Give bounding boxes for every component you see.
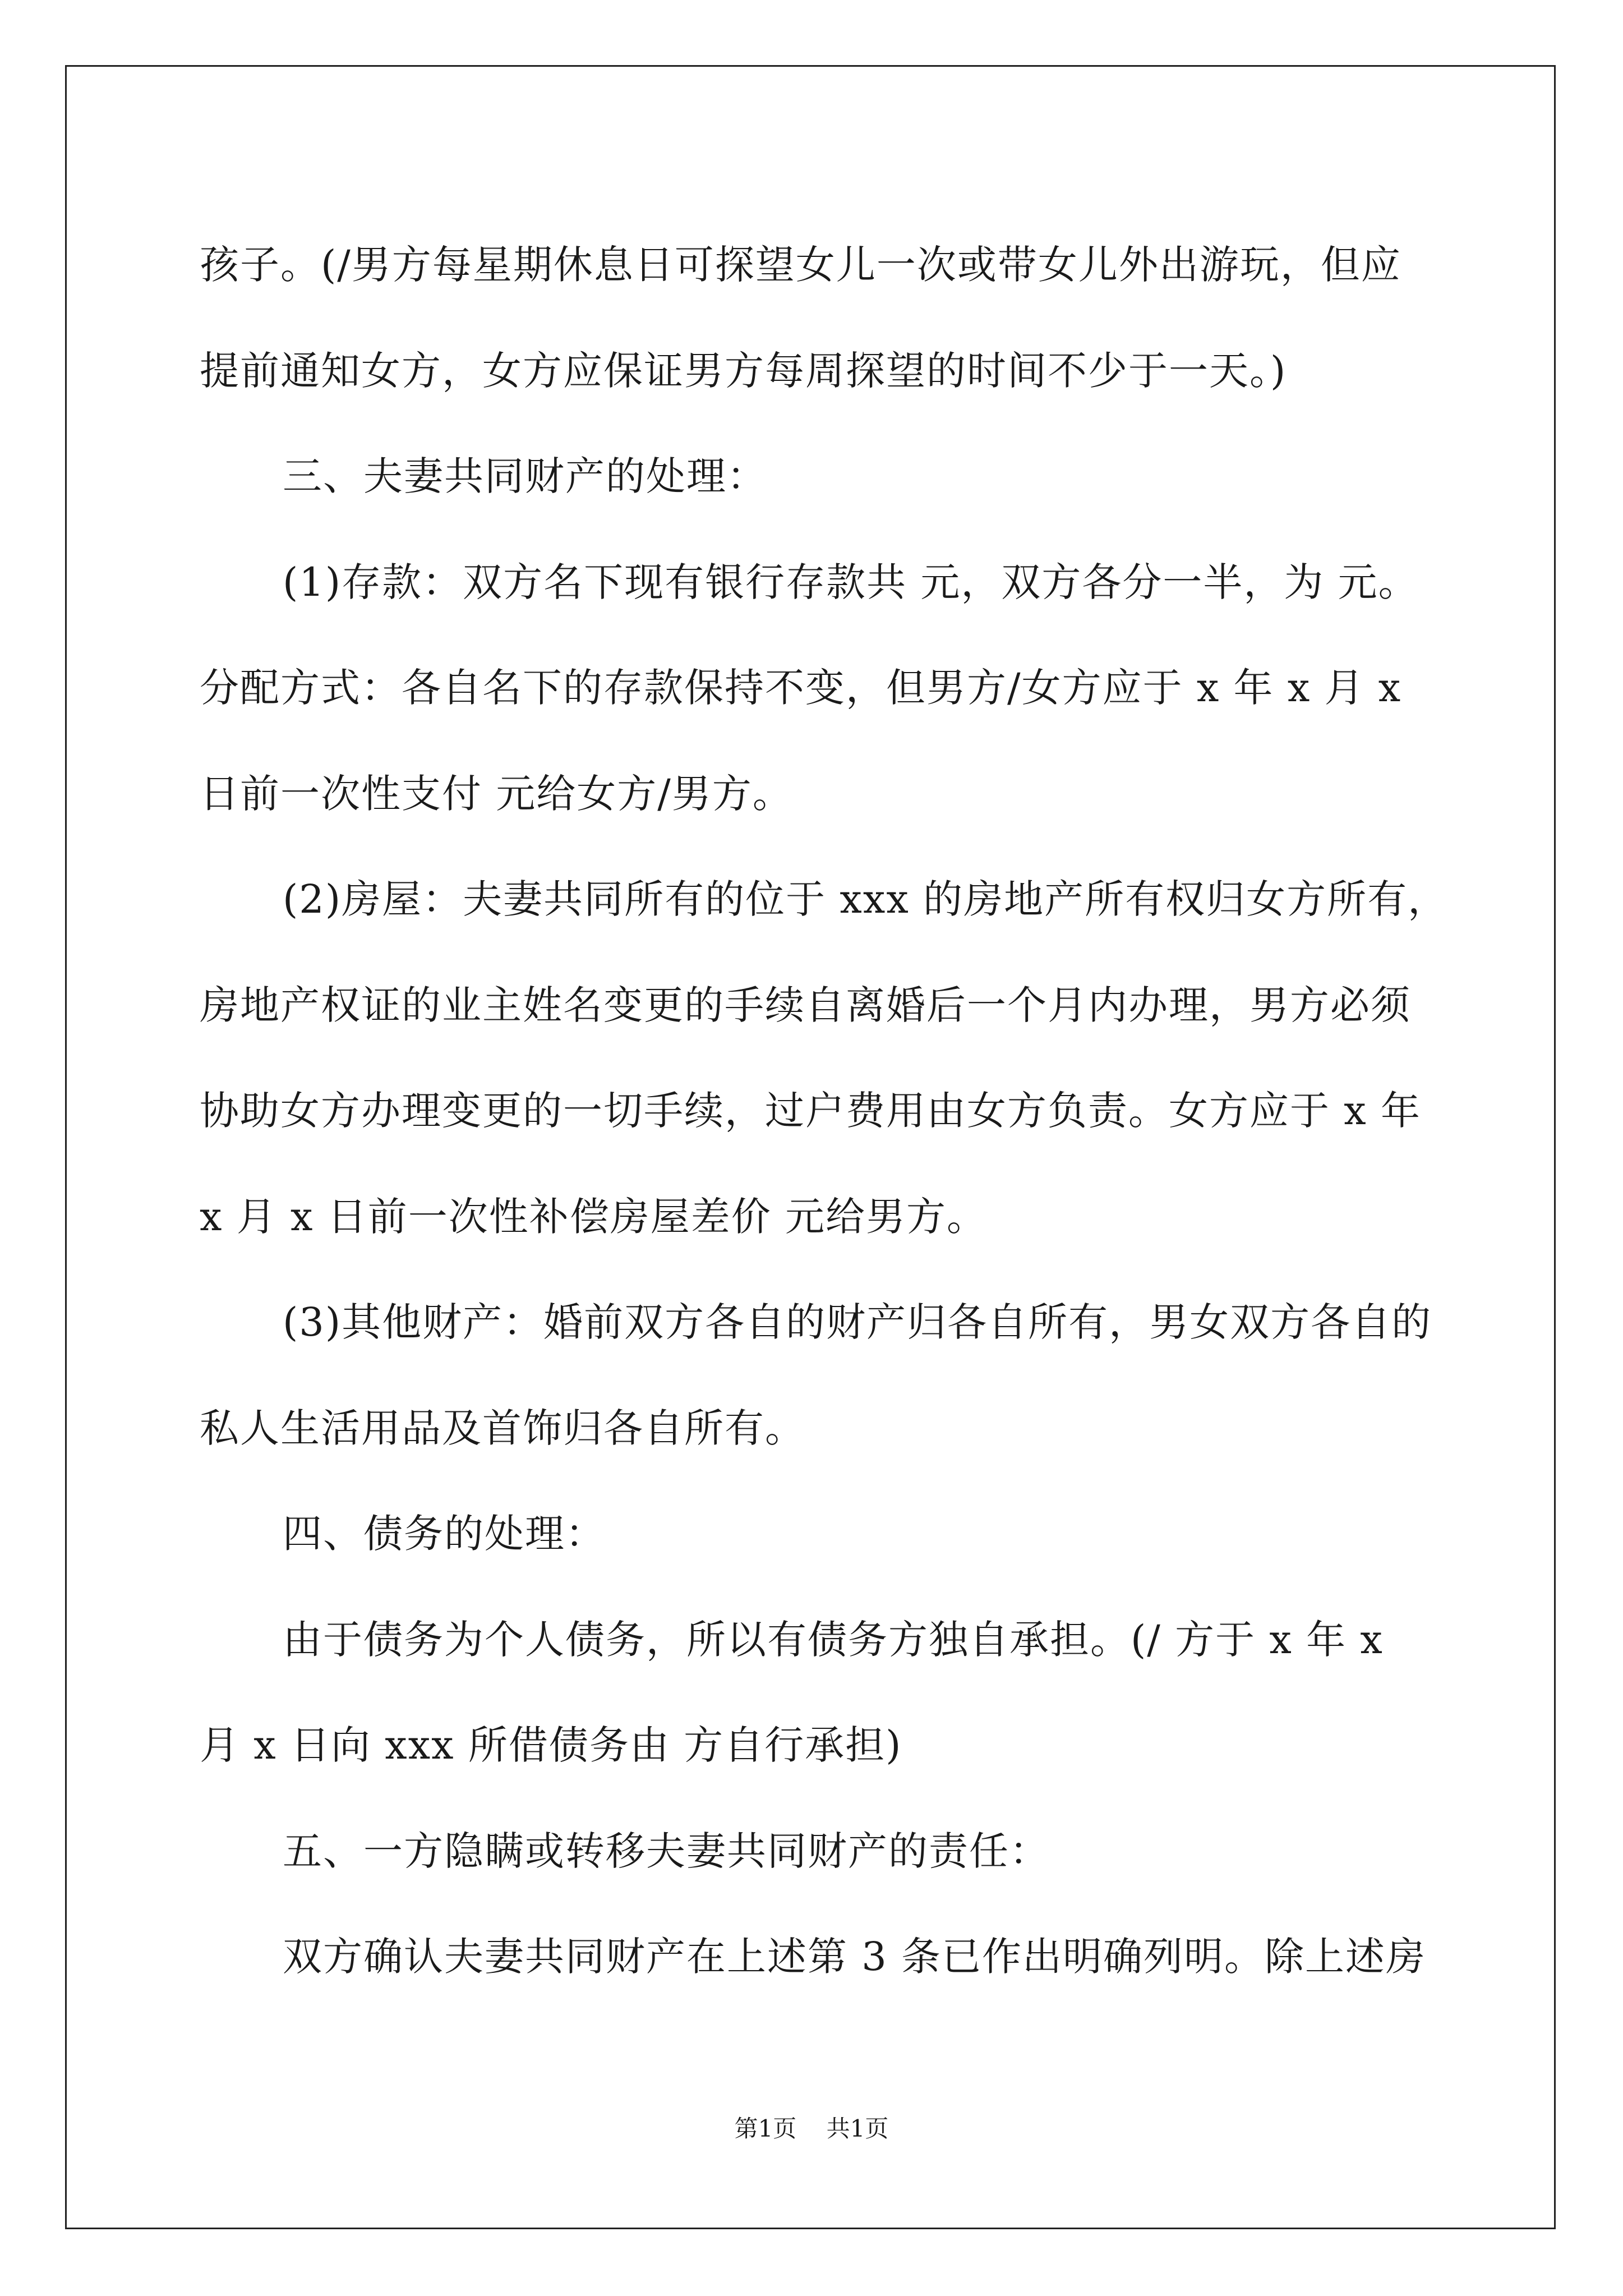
text-line: 私人生活用品及首饰归各自所有。: [200, 1405, 805, 1451]
text-line: 月 x 日向 xxx 所借债务由 方自行承担): [200, 1722, 902, 1768]
text-line: x 月 x 日前一次性补偿房屋差价 元给男方。: [200, 1193, 987, 1240]
text-line: (1)存款：双方名下现有银行存款共 元，双方各分一半，为 元。: [283, 559, 1419, 605]
text-line: 由于债务为个人债务，所以有债务方独自承担。(/ 方于 x 年 x: [283, 1616, 1384, 1663]
text-line: 分配方式：各自名下的存款保持不变，但男方/女方应于 x 年 x 月 x: [200, 665, 1402, 711]
text-line: 提前通知女方，女方应保证男方每周探望的时间不少于一天。): [200, 347, 1287, 394]
text-line: (3)其他财产：婚前双方各自的财产归各自所有，男女双方各自的: [283, 1299, 1432, 1345]
text-line: 双方确认夫妻共同财产在上述第 3 条已作出明确列明。除上述房: [283, 1934, 1427, 1980]
section-heading: 四、债务的处理：: [283, 1511, 606, 1557]
text-line: (2)房屋：夫妻共同所有的位于 xxx 的房地产所有权归女方所有，: [283, 876, 1449, 922]
text-line: 日前一次性支付 元给女方/男方。: [200, 770, 793, 817]
text-line: 协助女方办理变更的一切手续，过户费用由女方负责。女方应于 x 年: [200, 1088, 1421, 1134]
text-line: 孩子。(/男方每星期休息日可探望女儿一次或带女儿外出游玩，但应: [200, 242, 1401, 288]
document-body: [200, 212, 1449, 2010]
text-line: 房地产权证的业主姓名变更的手续自离婚后一个月内办理，男方必须: [200, 982, 1411, 1028]
section-heading: 三、夫妻共同财产的处理：: [283, 453, 767, 499]
section-heading: 五、一方隐瞒或转移夫妻共同财产的责任：: [283, 1828, 1050, 1874]
page-number-footer: 第1页 共1页: [734, 2115, 889, 2142]
